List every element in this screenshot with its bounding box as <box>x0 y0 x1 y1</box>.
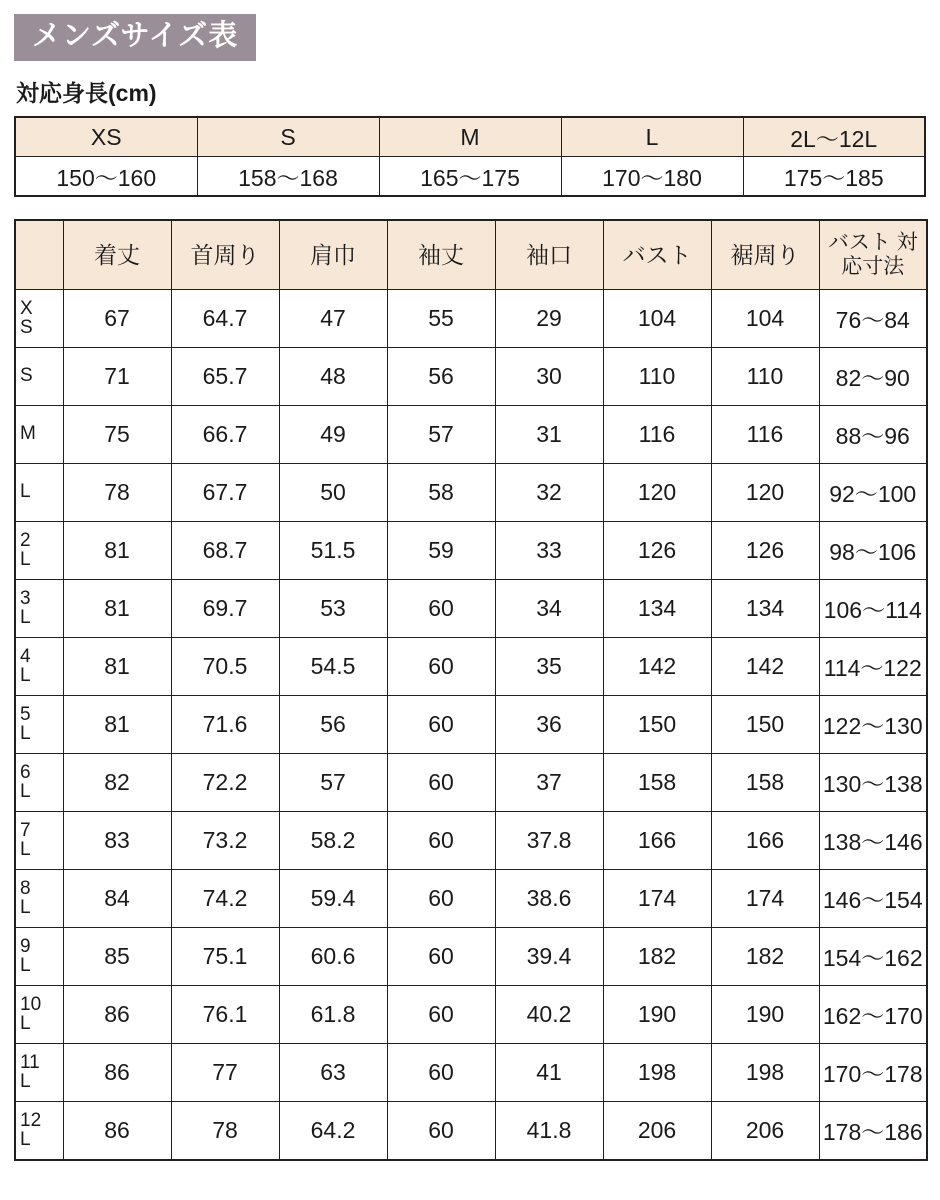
row-size-label-line2: L <box>20 1012 31 1034</box>
row-size-label-line1: L <box>20 481 31 503</box>
column-header-sodetake: 袖丈 <box>387 220 495 290</box>
height-size-cell: L <box>561 117 743 157</box>
row-size-label <box>15 580 63 638</box>
table-cell: 65.7 <box>171 348 279 406</box>
row-size-label-line2: L <box>20 548 31 570</box>
table-cell: 33 <box>495 522 603 580</box>
height-size-cell: 2L〜12L <box>743 117 925 157</box>
table-cell: 32 <box>495 464 603 522</box>
table-cell: 56 <box>279 696 387 754</box>
table-cell: 60 <box>387 1102 495 1161</box>
table-row <box>15 406 927 464</box>
row-size-label-line1: S <box>20 365 33 387</box>
table-cell: 134 <box>603 580 711 638</box>
row-size-label <box>15 986 63 1044</box>
table-cell: 58.2 <box>279 812 387 870</box>
row-size-label-line2: L <box>20 606 31 628</box>
row-size-label-line1: 9 <box>20 936 31 958</box>
row-size-label-line1: 3 <box>20 588 31 610</box>
table-cell: 57 <box>387 406 495 464</box>
table-cell: 134 <box>711 580 819 638</box>
row-size-label-line2: S <box>20 316 33 338</box>
measurement-table-header-row <box>15 220 927 290</box>
row-size-label-line1: X <box>20 298 33 320</box>
height-range-cell: 165〜175 <box>379 157 561 197</box>
table-cell: 182 <box>711 928 819 986</box>
table-cell: 150 <box>603 696 711 754</box>
table-cell: 138〜146 <box>819 812 927 870</box>
row-size-label-line2: L <box>20 896 31 918</box>
table-cell: 66.7 <box>171 406 279 464</box>
table-cell: 86 <box>63 986 171 1044</box>
table-cell: 59.4 <box>279 870 387 928</box>
table-row <box>15 522 927 580</box>
table-cell: 78 <box>63 464 171 522</box>
row-size-label <box>15 754 63 812</box>
row-size-label-line1: 2 <box>20 530 31 552</box>
row-size-label <box>15 522 63 580</box>
table-cell: 64.2 <box>279 1102 387 1161</box>
table-cell: 92〜100 <box>819 464 927 522</box>
table-cell: 53 <box>279 580 387 638</box>
table-cell: 51.5 <box>279 522 387 580</box>
table-cell: 146〜154 <box>819 870 927 928</box>
table-row <box>15 812 927 870</box>
table-cell: 77 <box>171 1044 279 1102</box>
column-header-bust-fit-line1: バスト <box>827 230 891 254</box>
row-size-label <box>15 1044 63 1102</box>
table-cell: 198 <box>711 1044 819 1102</box>
table-cell: 206 <box>603 1102 711 1161</box>
table-cell: 174 <box>603 870 711 928</box>
table-cell: 206 <box>711 1102 819 1161</box>
table-cell: 84 <box>63 870 171 928</box>
row-size-label <box>15 348 63 406</box>
table-cell: 30 <box>495 348 603 406</box>
row-size-label-line2: L <box>20 1128 31 1150</box>
table-cell: 60.6 <box>279 928 387 986</box>
row-size-label-line2: L <box>20 838 31 860</box>
row-size-label-line1: 7 <box>20 820 31 842</box>
table-cell: 116 <box>711 406 819 464</box>
row-size-label-line2: L <box>20 664 31 686</box>
table-cell: 76〜84 <box>819 290 927 348</box>
table-cell: 71 <box>63 348 171 406</box>
table-row <box>15 290 927 348</box>
column-header-bust-fit <box>819 220 927 290</box>
table-cell: 60 <box>387 812 495 870</box>
column-header-bust-fit-line2: 対応寸法 <box>841 230 918 278</box>
table-row <box>15 464 927 522</box>
table-cell: 116 <box>603 406 711 464</box>
table-cell: 98〜106 <box>819 522 927 580</box>
row-size-label-line1: 5 <box>20 704 31 726</box>
table-cell: 190 <box>711 986 819 1044</box>
height-table-value-row <box>15 157 925 197</box>
table-cell: 47 <box>279 290 387 348</box>
table-cell: 120 <box>603 464 711 522</box>
table-cell: 60 <box>387 986 495 1044</box>
table-cell: 120 <box>711 464 819 522</box>
column-header-kitake: 着丈 <box>63 220 171 290</box>
table-cell: 81 <box>63 522 171 580</box>
table-cell: 142 <box>711 638 819 696</box>
row-size-label-line1: M <box>20 423 36 445</box>
column-header-katahaba: 肩巾 <box>279 220 387 290</box>
row-size-label-line1: 11 <box>20 1052 40 1074</box>
table-cell: 57 <box>279 754 387 812</box>
column-header-sodeguchi: 袖口 <box>495 220 603 290</box>
row-size-label-line2: L <box>20 722 31 744</box>
row-size-label-line1: 12 <box>20 1110 42 1132</box>
row-size-label <box>15 290 63 348</box>
table-cell: 104 <box>603 290 711 348</box>
height-table <box>14 116 926 197</box>
table-cell: 60 <box>387 870 495 928</box>
table-cell: 29 <box>495 290 603 348</box>
table-row <box>15 928 927 986</box>
row-size-label-line2: L <box>20 1070 31 1092</box>
row-size-label <box>15 464 63 522</box>
table-cell: 58 <box>387 464 495 522</box>
table-cell: 41 <box>495 1044 603 1102</box>
table-cell: 68.7 <box>171 522 279 580</box>
height-size-cell: S <box>197 117 379 157</box>
column-header-susomawari: 裾周り <box>711 220 819 290</box>
table-row <box>15 580 927 638</box>
table-cell: 39.4 <box>495 928 603 986</box>
table-corner-cell <box>15 220 63 290</box>
table-cell: 110 <box>711 348 819 406</box>
column-header-bust: バスト <box>603 220 711 290</box>
height-range-cell: 158〜168 <box>197 157 379 197</box>
row-size-label <box>15 812 63 870</box>
table-cell: 154〜162 <box>819 928 927 986</box>
row-size-label <box>15 870 63 928</box>
table-cell: 104 <box>711 290 819 348</box>
table-cell: 75 <box>63 406 171 464</box>
table-cell: 60 <box>387 580 495 638</box>
measurement-table <box>14 219 928 1161</box>
table-cell: 88〜96 <box>819 406 927 464</box>
table-cell: 86 <box>63 1044 171 1102</box>
table-cell: 162〜170 <box>819 986 927 1044</box>
table-cell: 81 <box>63 580 171 638</box>
table-cell: 122〜130 <box>819 696 927 754</box>
table-cell: 67.7 <box>171 464 279 522</box>
table-row <box>15 1044 927 1102</box>
table-cell: 61.8 <box>279 986 387 1044</box>
height-table-header-row <box>15 117 925 157</box>
table-cell: 178〜186 <box>819 1102 927 1161</box>
table-cell: 110 <box>603 348 711 406</box>
table-cell: 78 <box>171 1102 279 1161</box>
row-size-label-line1: 6 <box>20 762 31 784</box>
table-cell: 38.6 <box>495 870 603 928</box>
row-size-label <box>15 1102 63 1161</box>
table-cell: 198 <box>603 1044 711 1102</box>
table-cell: 76.1 <box>171 986 279 1044</box>
row-size-label-line1: 10 <box>20 994 42 1016</box>
table-cell: 72.2 <box>171 754 279 812</box>
height-size-cell: M <box>379 117 561 157</box>
table-cell: 59 <box>387 522 495 580</box>
table-cell: 50 <box>279 464 387 522</box>
height-section-label: 対応身長(cm) <box>16 80 157 106</box>
table-cell: 60 <box>387 928 495 986</box>
table-cell: 37.8 <box>495 812 603 870</box>
table-cell: 106〜114 <box>819 580 927 638</box>
row-size-label-line2: L <box>20 954 31 976</box>
row-size-label-line1: 8 <box>20 878 31 900</box>
table-cell: 83 <box>63 812 171 870</box>
column-header-kubimawari: 首周り <box>171 220 279 290</box>
table-cell: 182 <box>603 928 711 986</box>
table-cell: 130〜138 <box>819 754 927 812</box>
table-cell: 82〜90 <box>819 348 927 406</box>
table-cell: 60 <box>387 696 495 754</box>
table-cell: 75.1 <box>171 928 279 986</box>
table-cell: 37 <box>495 754 603 812</box>
table-cell: 150 <box>711 696 819 754</box>
table-cell: 85 <box>63 928 171 986</box>
table-cell: 48 <box>279 348 387 406</box>
table-cell: 166 <box>603 812 711 870</box>
table-cell: 126 <box>711 522 819 580</box>
measurement-table-body <box>15 290 927 1161</box>
table-cell: 158 <box>711 754 819 812</box>
row-size-label <box>15 696 63 754</box>
height-range-cell: 175〜185 <box>743 157 925 197</box>
table-cell: 60 <box>387 638 495 696</box>
table-cell: 166 <box>711 812 819 870</box>
row-size-label-line2: L <box>20 780 31 802</box>
height-range-cell: 150〜160 <box>15 157 197 197</box>
table-row <box>15 696 927 754</box>
row-size-label <box>15 638 63 696</box>
table-cell: 34 <box>495 580 603 638</box>
row-size-label <box>15 928 63 986</box>
table-cell: 81 <box>63 696 171 754</box>
table-cell: 36 <box>495 696 603 754</box>
table-cell: 31 <box>495 406 603 464</box>
table-cell: 63 <box>279 1044 387 1102</box>
table-row <box>15 754 927 812</box>
height-size-cell: XS <box>15 117 197 157</box>
table-row <box>15 1102 927 1161</box>
table-row <box>15 638 927 696</box>
table-cell: 40.2 <box>495 986 603 1044</box>
table-cell: 114〜122 <box>819 638 927 696</box>
table-cell: 190 <box>603 986 711 1044</box>
table-cell: 82 <box>63 754 171 812</box>
table-cell: 60 <box>387 1044 495 1102</box>
table-cell: 54.5 <box>279 638 387 696</box>
table-cell: 142 <box>603 638 711 696</box>
table-cell: 55 <box>387 290 495 348</box>
table-row <box>15 870 927 928</box>
table-row <box>15 986 927 1044</box>
table-cell: 170〜178 <box>819 1044 927 1102</box>
table-cell: 73.2 <box>171 812 279 870</box>
table-cell: 41.8 <box>495 1102 603 1161</box>
table-row <box>15 348 927 406</box>
table-cell: 74.2 <box>171 870 279 928</box>
table-cell: 35 <box>495 638 603 696</box>
table-cell: 81 <box>63 638 171 696</box>
table-cell: 56 <box>387 348 495 406</box>
table-cell: 174 <box>711 870 819 928</box>
table-cell: 71.6 <box>171 696 279 754</box>
row-size-label-line1: 4 <box>20 646 31 668</box>
table-cell: 70.5 <box>171 638 279 696</box>
table-cell: 64.7 <box>171 290 279 348</box>
row-size-label <box>15 406 63 464</box>
table-cell: 158 <box>603 754 711 812</box>
page-title: メンズサイズ表 <box>14 14 256 61</box>
table-cell: 49 <box>279 406 387 464</box>
height-range-cell: 170〜180 <box>561 157 743 197</box>
table-cell: 69.7 <box>171 580 279 638</box>
table-cell: 67 <box>63 290 171 348</box>
table-cell: 60 <box>387 754 495 812</box>
table-cell: 86 <box>63 1102 171 1161</box>
table-cell: 126 <box>603 522 711 580</box>
